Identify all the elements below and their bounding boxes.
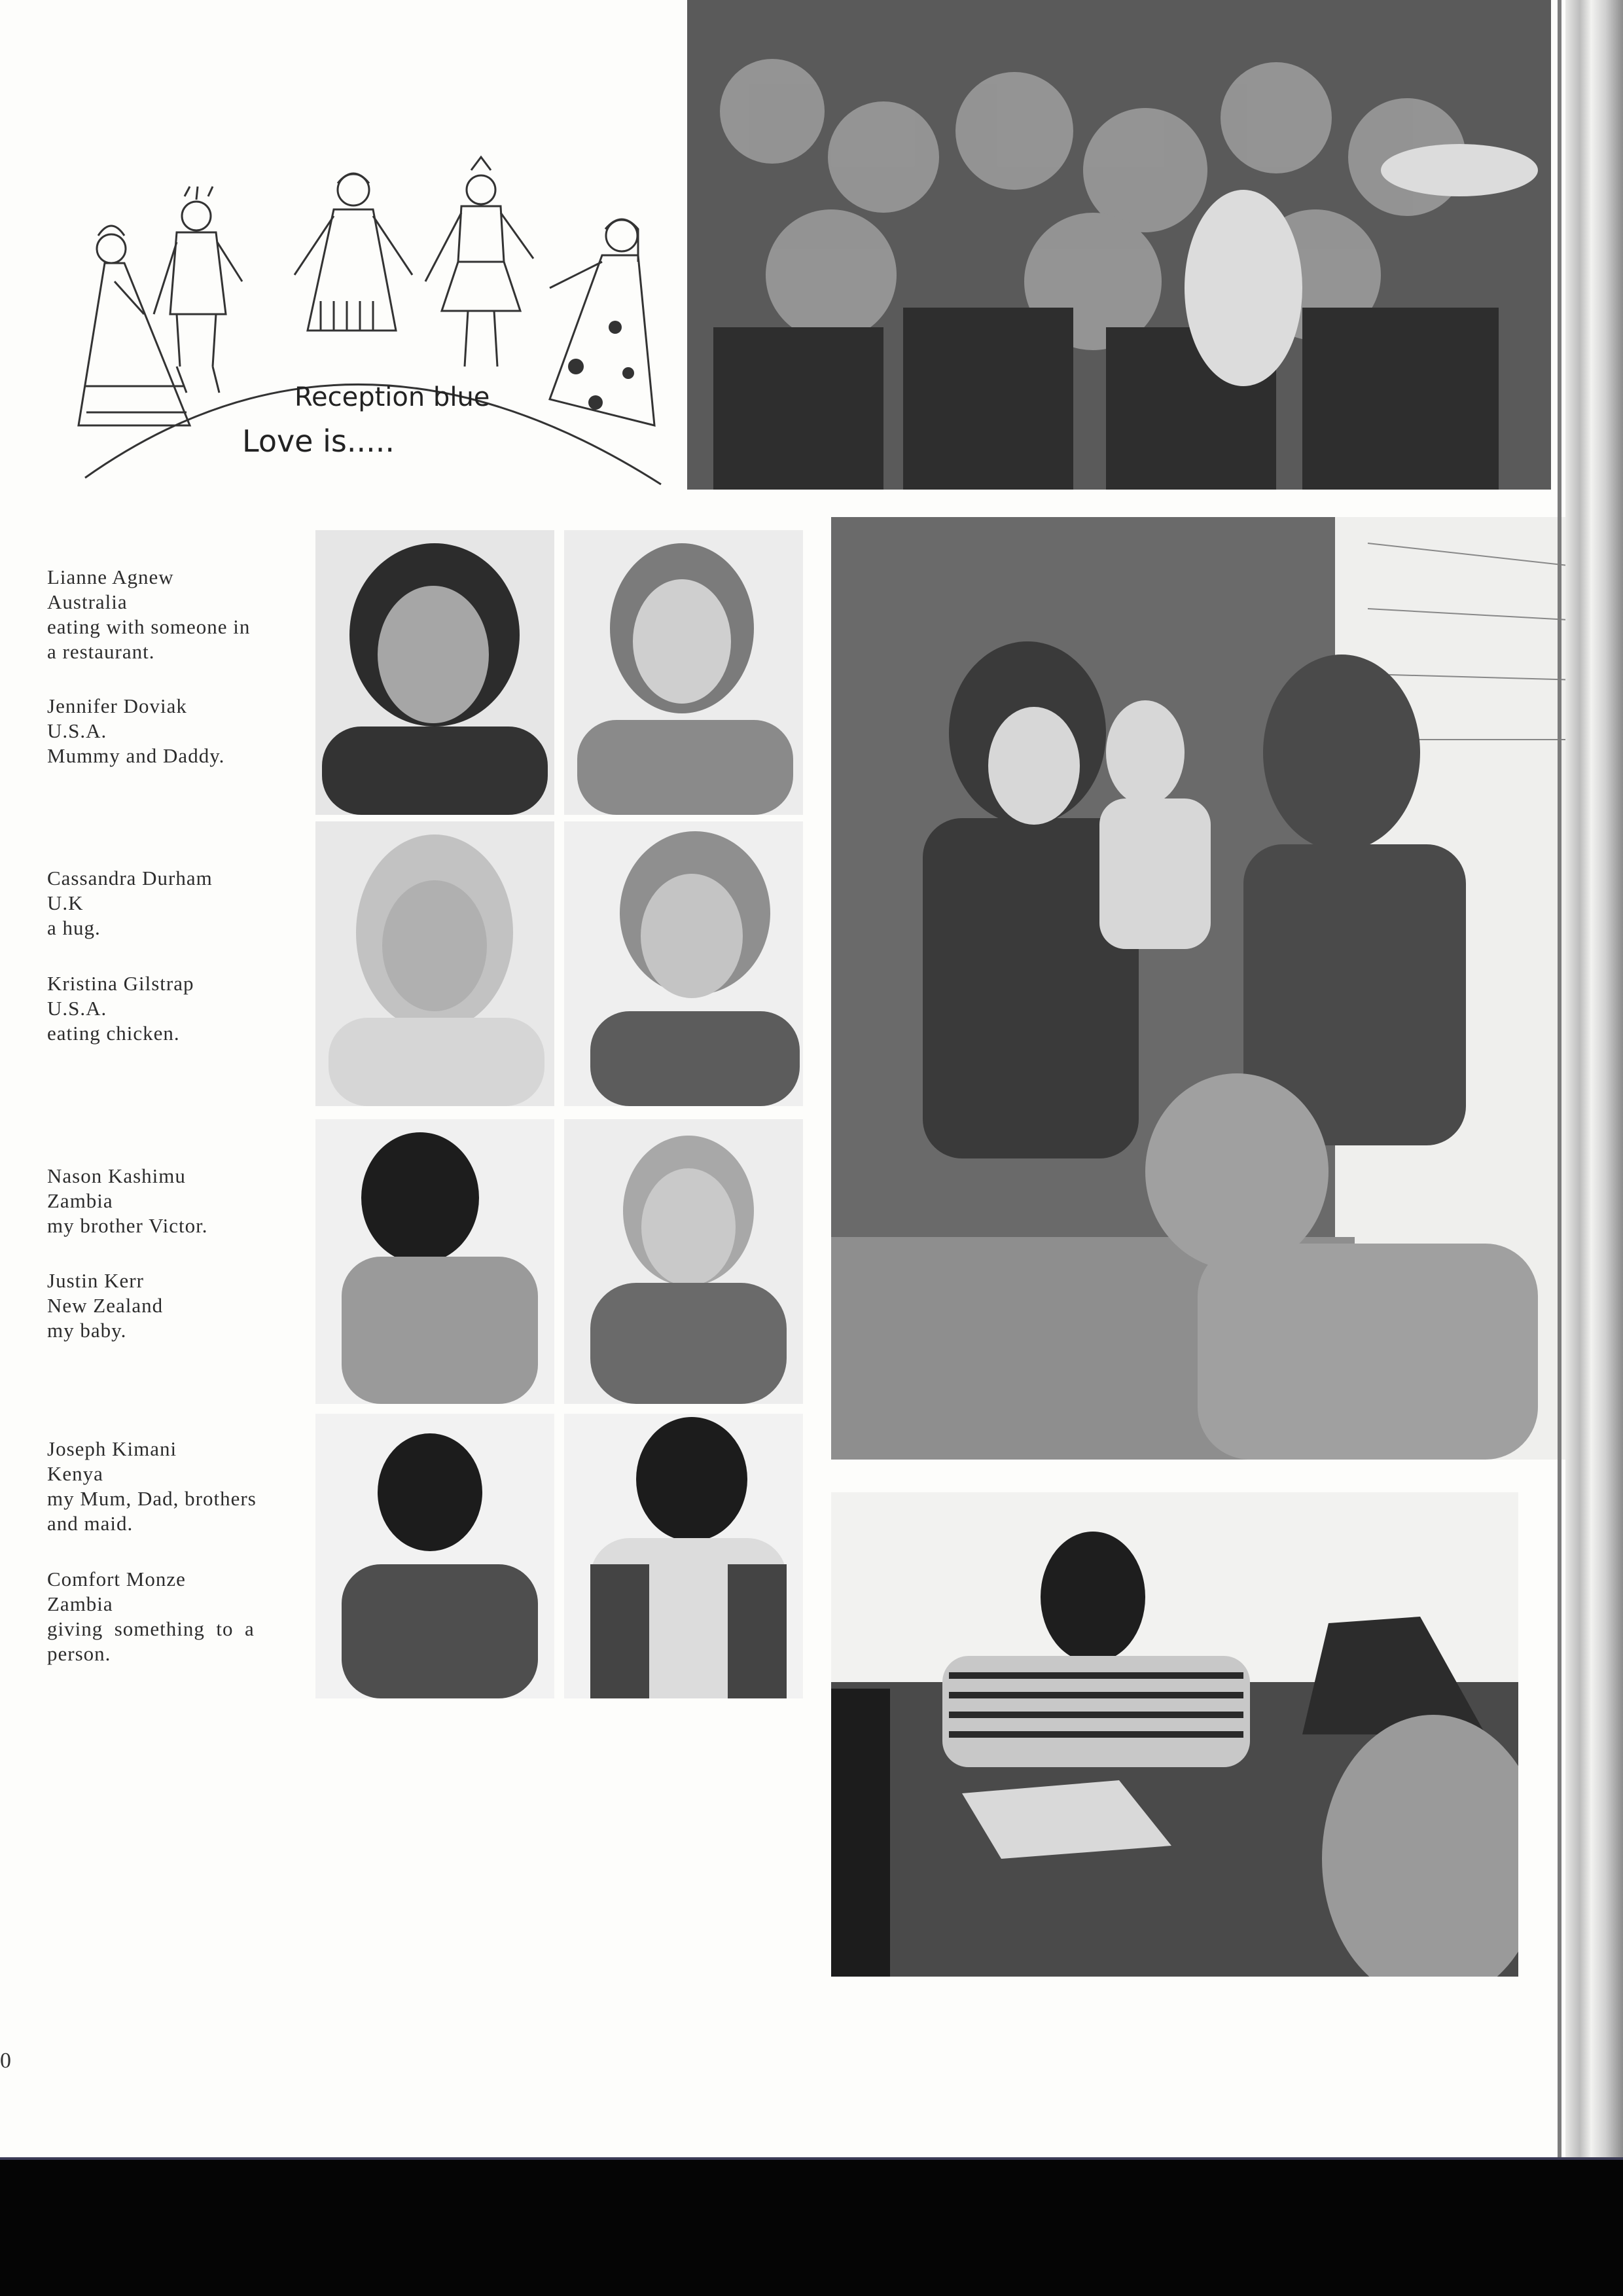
portrait-nason-kashimu-shapes — [315, 1119, 554, 1404]
student-country: Zambia — [47, 1189, 113, 1212]
student-love-is: eating with someone in — [47, 615, 251, 638]
caption-lianne-agnew — [47, 565, 296, 664]
portrait-justin-kerr-shapes — [564, 1119, 803, 1404]
portrait-kristina-gilstrap — [564, 821, 803, 1106]
student-country: U.S.A. — [47, 719, 107, 742]
student-name: Lianne Agnew — [47, 565, 174, 588]
caption-nason-kashimu — [47, 1164, 296, 1238]
caption-cassandra-durham — [47, 866, 296, 941]
student-name: Jennifer Doviak — [47, 694, 187, 717]
photo-children-crowd-shapes — [687, 0, 1551, 490]
caption-kristina-gilstrap — [47, 971, 296, 1046]
caption-justin-kerr — [47, 1268, 296, 1343]
portrait-comfort-monze — [564, 1414, 803, 1698]
portrait-kristina-gilstrap-shapes — [564, 821, 803, 1106]
photo-boy-at-table-shapes — [831, 1492, 1518, 1977]
portrait-jennifer-doviak-shapes — [564, 530, 803, 815]
student-love-is: eating chicken. — [47, 1022, 180, 1045]
student-name: Cassandra Durham — [47, 867, 213, 889]
scan-background-band — [0, 2160, 1623, 2296]
student-name: Comfort Monze — [47, 1568, 186, 1590]
student-love-is: my Mum, Dad, brothers — [47, 1487, 257, 1510]
portrait-cassandra-durham-shapes — [315, 821, 554, 1106]
portrait-nason-kashimu — [315, 1119, 554, 1404]
student-country: U.K — [47, 891, 84, 914]
portrait-jennifer-doviak — [564, 530, 803, 815]
student-name: Nason Kashimu — [47, 1164, 186, 1187]
photo-children-playing — [831, 517, 1603, 1460]
portrait-joseph-kimani — [315, 1414, 554, 1698]
portrait-lianne-agnew-shapes — [315, 530, 554, 815]
header-illustration — [46, 151, 668, 497]
book-spine — [1565, 0, 1623, 2296]
student-love-is: giving something to a — [47, 1617, 255, 1640]
caption-joseph-kimani — [47, 1437, 296, 1536]
student-country: U.S.A. — [47, 997, 107, 1020]
student-country: Australia — [47, 590, 128, 613]
student-country: New Zealand — [47, 1294, 164, 1317]
photo-boy-at-table — [831, 1492, 1518, 1977]
student-name: Joseph Kimani — [47, 1437, 177, 1460]
portrait-justin-kerr — [564, 1119, 803, 1404]
student-country: Kenya — [47, 1462, 103, 1485]
student-country: Zambia — [47, 1592, 113, 1615]
caption-comfort-monze — [47, 1567, 296, 1666]
caption-jennifer-doviak — [47, 694, 296, 768]
student-love-is: a hug. — [47, 916, 101, 939]
page-number: 0 — [0, 2049, 11, 2073]
header-title-line1: Reception blue — [294, 382, 490, 412]
portrait-cassandra-durham — [315, 821, 554, 1106]
binding-edge-line — [1558, 0, 1561, 2160]
student-name: Justin Kerr — [47, 1269, 144, 1292]
student-love-is: person. — [47, 1642, 111, 1665]
children-holding-hands-drawing — [46, 151, 668, 497]
student-love-is: and maid. — [47, 1512, 134, 1535]
student-love-is: a restaurant. — [47, 640, 155, 663]
portrait-lianne-agnew — [315, 530, 554, 815]
student-love-is: my brother Victor. — [47, 1214, 208, 1237]
portrait-comfort-monze-shapes — [564, 1414, 803, 1698]
student-love-is: my baby. — [47, 1319, 127, 1342]
portrait-joseph-kimani-shapes — [315, 1414, 554, 1698]
header-title-line2: Love is..... — [242, 423, 395, 459]
student-love-is: Mummy and Daddy. — [47, 744, 225, 767]
student-name: Kristina Gilstrap — [47, 972, 194, 995]
photo-children-crowd — [687, 0, 1551, 490]
photo-children-playing-shapes — [831, 517, 1603, 1460]
